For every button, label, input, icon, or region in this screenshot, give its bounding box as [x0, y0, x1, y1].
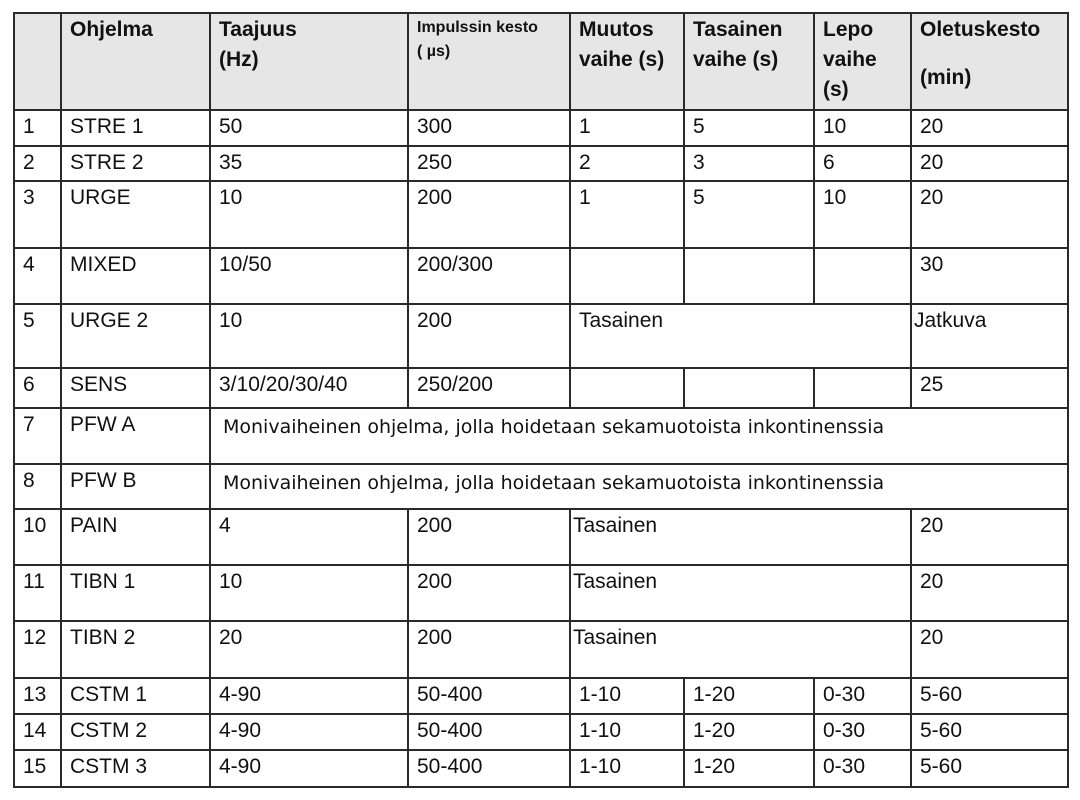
- table-row: [14, 110, 1068, 146]
- header-number: [14, 13, 61, 110]
- cell-program: TIBN 2: [61, 621, 210, 677]
- cell-pulse: 50-400: [408, 678, 570, 714]
- cell-program: TIBN 1: [61, 565, 210, 621]
- table-row: [14, 565, 1068, 621]
- cell-frequency: 10: [210, 304, 408, 368]
- table-row: [14, 509, 1068, 565]
- cell-program: CSTM 3: [61, 750, 210, 787]
- cell-default: 20: [911, 509, 1068, 565]
- cell-frequency: 4: [210, 509, 408, 565]
- cell-number: 13: [14, 678, 61, 714]
- cell-default: 20: [911, 181, 1068, 248]
- cell-default: 30: [911, 248, 1068, 303]
- cell-ramp: 1: [570, 110, 684, 146]
- table-row: [14, 248, 1068, 303]
- cell-ramp: [570, 368, 684, 408]
- cell-pulse: 300: [408, 110, 570, 146]
- cell-phase: Tasainen: [570, 304, 911, 368]
- cell-steady: [684, 368, 814, 408]
- cell-rest: [814, 368, 911, 408]
- header-steady-phase: Tasainen vaihe (s): [684, 13, 814, 110]
- cell-frequency: 3/10/20/30/40: [210, 368, 408, 408]
- table-row: [14, 146, 1068, 181]
- table-row: [14, 304, 1068, 368]
- cell-pulse: 200: [408, 621, 570, 677]
- cell-phase: Tasainen: [570, 509, 911, 565]
- cell-default: 5-60: [911, 714, 1068, 750]
- cell-default: 20: [911, 110, 1068, 146]
- cell-number: 7: [14, 408, 61, 464]
- cell-program: SENS: [61, 368, 210, 408]
- cell-default: 5-60: [911, 678, 1068, 714]
- table-header-row: [14, 13, 1068, 110]
- header-pulse-duration: Impulssin kesto ( µs): [408, 13, 570, 110]
- table-row: [14, 621, 1068, 677]
- cell-ramp: 2: [570, 146, 684, 181]
- cell-number: 10: [14, 509, 61, 565]
- cell-number: 1: [14, 110, 61, 146]
- cell-steady: 1-20: [684, 678, 814, 714]
- cell-pulse: 200/300: [408, 248, 570, 303]
- cell-rest: 10: [814, 110, 911, 146]
- cell-pulse: 250/200: [408, 368, 570, 408]
- cell-phase: Tasainen: [570, 565, 911, 621]
- cell-pulse: 200: [408, 565, 570, 621]
- table-row: [14, 678, 1068, 714]
- cell-steady: [684, 248, 814, 303]
- table-row: [14, 181, 1068, 248]
- cell-program: URGE 2: [61, 304, 210, 368]
- cell-number: 5: [14, 304, 61, 368]
- cell-pulse: 250: [408, 146, 570, 181]
- cell-description: Monivaiheinen ohjelma, jolla hoidetaan sekamuotoista inkontinenssia: [210, 408, 1068, 464]
- cell-program: STRE 2: [61, 146, 210, 181]
- cell-pulse: 200: [408, 304, 570, 368]
- cell-steady: 3: [684, 146, 814, 181]
- cell-default: 25: [911, 368, 1068, 408]
- cell-number: 14: [14, 714, 61, 750]
- cell-program: CSTM 1: [61, 678, 210, 714]
- cell-ramp: 1-10: [570, 678, 684, 714]
- cell-program: STRE 1: [61, 110, 210, 146]
- cell-pulse: 200: [408, 509, 570, 565]
- cell-number: 15: [14, 750, 61, 787]
- cell-steady: 1-20: [684, 714, 814, 750]
- cell-number: 8: [14, 464, 61, 509]
- cell-default: Jatkuva: [911, 304, 1068, 368]
- cell-frequency: 10: [210, 565, 408, 621]
- cell-rest: 10: [814, 181, 911, 248]
- header-program: Ohjelma: [61, 13, 210, 110]
- cell-program: MIXED: [61, 248, 210, 303]
- cell-pulse: 50-400: [408, 714, 570, 750]
- cell-program: PAIN: [61, 509, 210, 565]
- header-frequency: Taajuus (Hz): [210, 13, 408, 110]
- cell-frequency: 10: [210, 181, 408, 248]
- cell-ramp: 1: [570, 181, 684, 248]
- cell-steady: 1-20: [684, 750, 814, 787]
- header-ramp-phase: Muutos vaihe (s): [570, 13, 684, 110]
- cell-frequency: 4-90: [210, 750, 408, 787]
- cell-ramp: 1-10: [570, 714, 684, 750]
- cell-frequency: 20: [210, 621, 408, 677]
- cell-frequency: 50: [210, 110, 408, 146]
- cell-rest: 0-30: [814, 714, 911, 750]
- cell-number: 4: [14, 248, 61, 303]
- cell-program: CSTM 2: [61, 714, 210, 750]
- cell-rest: 0-30: [814, 750, 911, 787]
- table-row: [14, 714, 1068, 750]
- cell-number: 12: [14, 621, 61, 677]
- cell-number: 6: [14, 368, 61, 408]
- cell-frequency: 4-90: [210, 678, 408, 714]
- table-row: [14, 750, 1068, 787]
- cell-default: 20: [911, 621, 1068, 677]
- cell-number: 11: [14, 565, 61, 621]
- cell-default: 20: [911, 565, 1068, 621]
- header-rest-phase: Lepo vaihe (s): [814, 13, 911, 110]
- program-table: [13, 12, 1069, 788]
- cell-frequency: 10/50: [210, 248, 408, 303]
- cell-ramp: 1-10: [570, 750, 684, 787]
- header-default-duration: Oletuskesto (min): [911, 13, 1068, 110]
- cell-number: 2: [14, 146, 61, 181]
- cell-program: URGE: [61, 181, 210, 248]
- cell-ramp: [570, 248, 684, 303]
- cell-number: 3: [14, 181, 61, 248]
- cell-program: PFW B: [61, 464, 210, 509]
- table-row: [14, 368, 1068, 408]
- cell-pulse: 50-400: [408, 750, 570, 787]
- cell-pulse: 200: [408, 181, 570, 248]
- cell-rest: [814, 248, 911, 303]
- cell-rest: 6: [814, 146, 911, 181]
- cell-rest: 0-30: [814, 678, 911, 714]
- cell-phase: Tasainen: [570, 621, 911, 677]
- cell-default: 20: [911, 146, 1068, 181]
- cell-frequency: 35: [210, 146, 408, 181]
- cell-steady: 5: [684, 110, 814, 146]
- cell-steady: 5: [684, 181, 814, 248]
- cell-description: Monivaiheinen ohjelma, jolla hoidetaan sekamuotoista inkontinenssia: [210, 464, 1068, 509]
- table-row: [14, 408, 1068, 464]
- table-row: [14, 464, 1068, 509]
- cell-frequency: 4-90: [210, 714, 408, 750]
- cell-default: 5-60: [911, 750, 1068, 787]
- cell-program: PFW A: [61, 408, 210, 464]
